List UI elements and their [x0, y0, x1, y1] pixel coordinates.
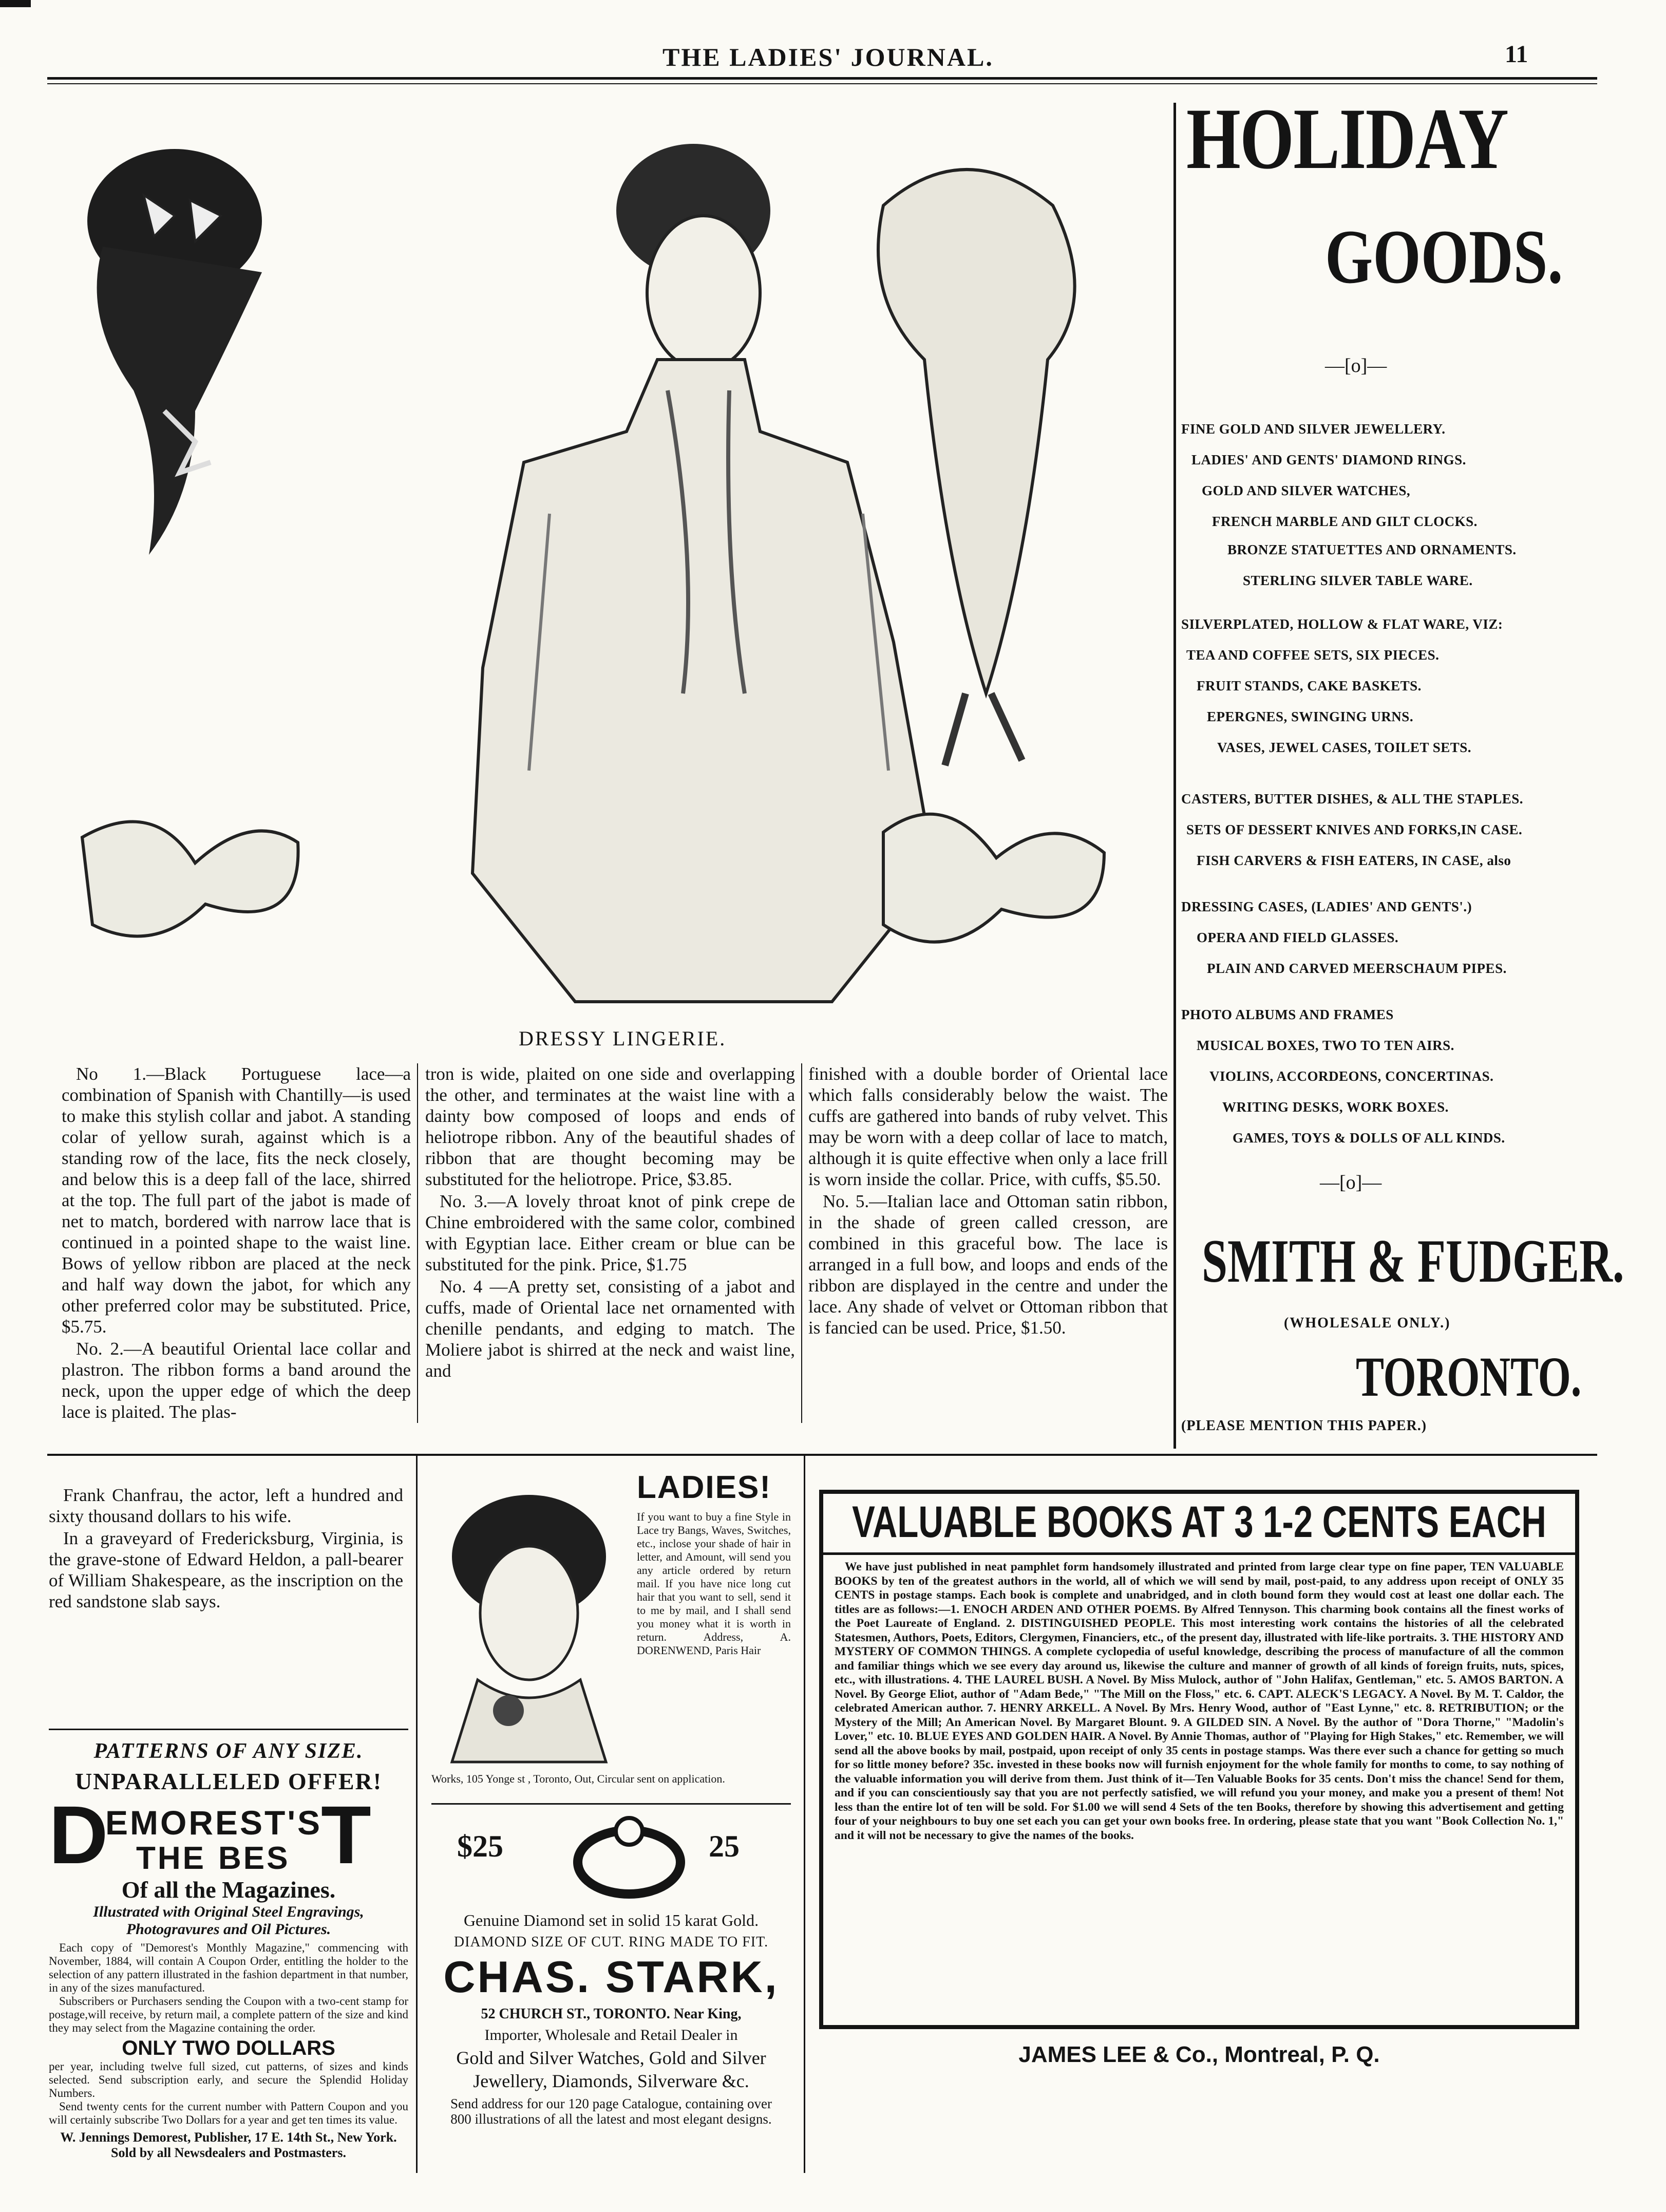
demorest-d: D	[49, 1789, 108, 1881]
ladies-heading: LADIES!	[637, 1470, 771, 1505]
article-paragraph: finished with a double border of Oriental lace which falls considerably below the waist. The cuffs are gathered into bands of ruby velvet. This may be worn with a deep collar of lace to match, although it is quite effective when only a lace frill is worn inside the collar. Price, with cuffs, $5.50.	[808, 1064, 1168, 1189]
section-rule	[47, 1454, 1597, 1456]
demorest-sold: Sold by all Newsdealers and Postmasters.	[111, 2145, 346, 2160]
holiday-item: FISH CARVERS & FISH EATERS, IN CASE, also	[1197, 853, 1511, 868]
only-two-dollars: ONLY TWO DOLLARS	[122, 2037, 335, 2059]
holiday-item: VASES, JEWEL CASES, TOILET SETS.	[1217, 740, 1472, 755]
header-rule	[47, 77, 1597, 80]
goods-title: GOODS.	[1325, 214, 1563, 299]
stark-catalogue: Send address for our 120 page Catalogue, containing over 800 illustrations of all the latest and most elegant designs.	[450, 2096, 772, 2127]
stark-gold: Gold and Silver Watches, Gold and Silver	[456, 2048, 766, 2068]
header-rule-thin	[47, 83, 1597, 84]
column-rule	[804, 1454, 805, 2173]
page-number: 11	[1505, 41, 1528, 68]
stark-price-left: $25	[457, 1829, 503, 1863]
holiday-item: PLAIN AND CARVED MEERSCHAUM PIPES.	[1207, 961, 1507, 976]
books-body: We have just published in neat pamphlet form handsomely illustrated and printed from large clear type on fine paper, TEN VALUABLE BOOKS by ten of the greatest authors in the world, all of which we will send by mail, post-paid, to any address upon receipt of ONLY 35 CENTS in postage stamps. Each book is complete and unabridged, and in cloth bound form they would cost at least one dollar each. The titles are as follows:—1. ENOCH ARDEN AND OTHER POEMS. By Alfred Tennyson. This charming book contains all the finest works of the Poet Laureate of England. 2. DISTINGUISHED PEOPLE. This most interesting work contains the histories of all the celebrated Statesmen, Authors, Poets, Editors, Clergymen, Financiers, etc., of the present day, illustrated with life-like portraits. 3. THE HISTORY AND MYSTERY OF COMMON THINGS. A complete cyclopedia of useful knowledge, describing the process of manufacture of all the common and familiar things which we see every day around us, likewise the culture and manner of growth of all kinds of foreign fruits, nuts, spices, etc., with illustrations. 4. THE LAUREL BUSH. A Novel. By Miss Mulock, author of "John Halifax, Gentleman," etc. 5. AMOS BARTON. A Novel. By George Eliot, author of "Adam Bede," "The Mill on the Floss," etc. 6. CAPT. ALECK'S LEGACY. A Novel. By M. T. Caldor, the celebrated American author. 7. HENRY ARKELL. A Novel. By Mrs. Henry Wood, author of "East Lynne," etc. 8. RETRIBUTION; or the Mystery of the Mill; An American Novel. By Margaret Blount. 9. A GILDED SIN. A Novel. By the author of "Dora Thorne," "Madolin's Lover," etc. 10. BLUE EYES AND GOLDEN HAIR. A Novel. By Annie Thomas, author of "Playing for High Stakes," etc. Remember, we will send all the above books by mail, postpaid, upon receipt of only 35 cents in postage stamps. Was there ever such a chance for getting so much for so little money before? 35c. invested in these books now will furnish enjoyment for the whole family for months to come, to say nothing of the valuable information you will derive from them. Just think of it—Ten Valuable Books for 35 cents. Don't miss the chance! Send for them, and if you can conscientiously say that you are not perfectly satisfied, we will refund you your money, and make you a present of them! Not less than the entire lot of ten will be sold. For $1.00 we will send 4 Sets of the ten Books, therefore by showing this advertisement and getting four of your neighbours to buy one set each you can get your own books free. In ordering, please state that you want "Book Collection No. 1," and it will not be necessary to give the names of the books.	[835, 1560, 1564, 1842]
demorest-best: BES	[218, 1841, 290, 1876]
demorest-top-rule	[49, 1729, 408, 1730]
stark-jewellery: Jewellery, Diamonds, Silverware &c.	[473, 2071, 749, 2091]
holiday-item: LADIES' AND GENTS' DIAMOND RINGS.	[1191, 452, 1466, 467]
demorest-body: per year, including twelve full sized, cut patterns, of sizes and kinds selected. Send subscription early, and secure the Splendid Holiday Numbers.	[49, 2060, 408, 2099]
wholesale-note: (WHOLESALE ONLY.)	[1284, 1315, 1451, 1331]
holiday-item: TEA AND COFFEE SETS, SIX PIECES.	[1186, 647, 1440, 663]
demorest-logo	[49, 1789, 408, 1881]
article-column-1	[62, 1063, 411, 1423]
books-ad	[819, 1490, 1579, 2029]
note-paragraph: Frank Chanfrau, the actor, left a hundred and sixty thousand dollars to his wife.	[49, 1485, 403, 1526]
ladies-body: If you want to buy a fine Style in Lace try Bangs, Waves, Switches, etc., inclose your shade of hair in letter, and Amount, will send you any article ordered by return mail. If you have nice long cut hair that you want to sell, send it to me by mail, and I shall send you money what it is worth in return. Address, A. DORENWEND, Paris Hair	[637, 1510, 791, 1657]
holiday-item: WRITING DESKS, WORK BOXES.	[1222, 1099, 1449, 1115]
article-paragraph: No 1.—Black Portuguese lace—a combination of Spanish with Chantilly—is used to make this stylish collar and jabot. A standing colar of yellow surah, against which is a standing row of the lace, fits the neck closely, and below this is a deep fall of the lace, shirred at the top. The full part of the jabot is made of net to match, bordered with narrow lace that is continued in a pointed shape to the waist line. Bows of yellow ribbon are placed at the neck and half way down the jabot, for which any other preferred color may be substituted. Price, $5.75.	[62, 1064, 411, 1337]
holiday-item: SILVERPLATED, HOLLOW & FLAT WARE, VIZ:	[1181, 616, 1503, 632]
holiday-item: CASTERS, BUTTER DISHES, & ALL THE STAPLES.	[1181, 791, 1523, 807]
holiday-divider: —[o]—	[1325, 355, 1387, 377]
illustration-caption: DRESSY LINGERIE.	[519, 1027, 727, 1050]
column-rule	[801, 1063, 802, 1423]
toronto-label: TORONTO.	[1356, 1345, 1582, 1408]
note-paragraph: In a graveyard of Fredericksburg, Virginia, is the grave-stone of Edward Heldon, a pall-bearer of William Shakespeare, as the inscription on the red sandstone slab says.	[49, 1528, 403, 1611]
demorest-ad	[49, 1739, 408, 2161]
corner-mark	[0, 0, 31, 7]
patterns-heading: PATTERNS OF ANY SIZE.	[93, 1739, 364, 1763]
masthead-title: THE LADIES' JOURNAL.	[662, 43, 994, 71]
holiday-item: OPERA AND FIELD GLASSES.	[1197, 930, 1399, 945]
illustrated-line: Illustrated with Original Steel Engravings, Photogravures and Oil Pictures.	[93, 1903, 364, 1938]
stark-diamond-size: DIAMOND SIZE OF CUT. RING MADE TO FIT.	[453, 1934, 769, 1950]
lady-figure	[472, 144, 935, 1002]
black-lace-collar-figure	[87, 149, 262, 555]
notes-column	[49, 1485, 403, 1613]
demorest-body: Subscribers or Purchasers sending the Coupon with a two-cent stamp for postage,will receive, by return mail, a complete pattern of the size and kind they may select from the Magazine containing the order.	[49, 1995, 408, 2034]
demorest-body: Send twenty cents for the current number with Pattern Coupon and you will certainly subscribe Two Dollars for a year and get ten times its value.	[49, 2100, 408, 2126]
holiday-item: BRONZE STATUETTES AND ORNAMENTS.	[1227, 542, 1517, 557]
lace-bow-right	[883, 814, 1104, 942]
demorest-t: T	[321, 1789, 371, 1881]
article-paragraph: No. 2.—A beautiful Oriental lace collar and plastron. The ribbon forms a band around the neck, upon the upper edge of which the deep lace is plaited. The plas-	[62, 1339, 411, 1422]
offer-heading: UNPARALLELED OFFER!	[74, 1768, 383, 1794]
lady-portrait	[431, 1485, 632, 1772]
holiday-item: FRENCH MARBLE AND GILT CLOCKS.	[1212, 514, 1478, 529]
holiday-title: HOLIDAY	[1186, 90, 1508, 187]
stark-price-right: 25	[709, 1829, 740, 1863]
smith-fudger-name: SMITH & FUDGER.	[1202, 1227, 1624, 1295]
article-paragraph: No. 3.—A lovely throat knot of pink crepe de Chine embroidered with the same color, combined with Egyptian lace. Either cream or blue can be substituted for the pink. Price, $1.75	[425, 1191, 795, 1274]
stark-genuine: Genuine Diamond set in solid 15 karat Gold.	[463, 1911, 759, 1929]
column-rule	[416, 1454, 418, 2173]
books-headline: VALUABLE BOOKS AT 3 1-2 CENTS EACH	[852, 1497, 1546, 1547]
holiday-item: GOLD AND SILVER WATCHES,	[1202, 483, 1411, 498]
holiday-item: FINE GOLD AND SILVER JEWELLERY.	[1181, 421, 1446, 437]
holiday-item: GAMES, TOYS & DOLLS OF ALL KINDS.	[1233, 1130, 1505, 1146]
books-footer: JAMES LEE & Co., Montreal, P. Q.	[1018, 2042, 1380, 2067]
stark-name: CHAS. STARK,	[443, 1953, 779, 2002]
stark-address: 52 CHURCH ST., TORONTO. Near King,	[481, 2006, 742, 2022]
column-rule	[417, 1063, 418, 1423]
diamond-ring-icon	[570, 1813, 688, 1901]
article-column-3	[808, 1063, 1168, 1339]
mention-paper-note: (PLEASE MENTION THIS PAPER.)	[1181, 1418, 1427, 1434]
stark-importer: Importer, Wholesale and Retail Dealer in	[484, 2027, 738, 2044]
holiday-ad-rule	[1173, 103, 1176, 1449]
ladies-rule	[431, 1803, 791, 1805]
holiday-item: VIOLINS, ACCORDEONS, CONCERTINAS.	[1209, 1068, 1494, 1084]
article-paragraph: No. 5.—Italian lace and Ottoman satin ribbon, in the shade of green called cresson, are combined in this graceful bow. The lace is arranged in a full bow, and loops and ends of the ribbon are displayed in the centre and under the lace. Any shade of velvet or Ottoman ribbon that is fancied can be used. Price, $1.50.	[808, 1191, 1168, 1338]
holiday-item: EPERGNES, SWINGING URNS.	[1207, 709, 1414, 724]
holiday-item: DRESSING CASES, (LADIES' AND GENTS'.)	[1181, 899, 1472, 914]
demorest-the: THE	[136, 1841, 206, 1876]
oriental-lace-collar-figure	[878, 170, 1075, 765]
holiday-item: STERLING SILVER TABLE WARE.	[1243, 573, 1473, 588]
holiday-divider: —[o]—	[1320, 1172, 1382, 1193]
article-paragraph: tron is wide, plaited on one side and overlapping the other, and terminates at the waist line with a dainty bow composed of loops and ends of heliotrope ribbon. Any of the beautiful shades of ribbon that are thought becoming may be substituted for the heliotrope. Price, $3.85.	[425, 1064, 795, 1189]
article-paragraph: No. 4 —A pretty set, consisting of a jabot and cuffs, made of Oriental lace net ornamented with chenille pendants, and edging to match. The Moliere jabot is shirred at the neck and waist line, and	[425, 1277, 795, 1381]
demorest-name: EMOREST'S	[105, 1804, 323, 1842]
lace-bow-left	[82, 822, 298, 936]
holiday-item: SETS OF DESSERT KNIVES AND FORKS,IN CASE.	[1186, 822, 1523, 837]
holiday-item: FRUIT STANDS, CAKE BASKETS.	[1197, 678, 1422, 693]
ladies-works: Works, 105 Yonge st , Toronto, Out, Circular sent on application.	[431, 1772, 725, 1785]
lingerie-illustration	[62, 103, 1156, 1022]
books-rule	[823, 1552, 1575, 1555]
of-all-magazines: Of all the Magazines.	[121, 1877, 336, 1903]
demorest-publisher: W. Jennings Demorest, Publisher, 17 E. 14th St., New York.	[60, 2130, 397, 2145]
article-column-2	[425, 1063, 795, 1382]
demorest-body: Each copy of "Demorest's Monthly Magazine," commencing with November, 1884, will contain A Coupon Order, entitling the holder to the selection of any pattern illustrated in the fashion department in that number, in any of the sizes manufactured.	[49, 1941, 408, 1994]
holiday-item: MUSICAL BOXES, TWO TO TEN AIRS.	[1197, 1038, 1454, 1053]
holiday-item: PHOTO ALBUMS AND FRAMES	[1181, 1007, 1394, 1022]
